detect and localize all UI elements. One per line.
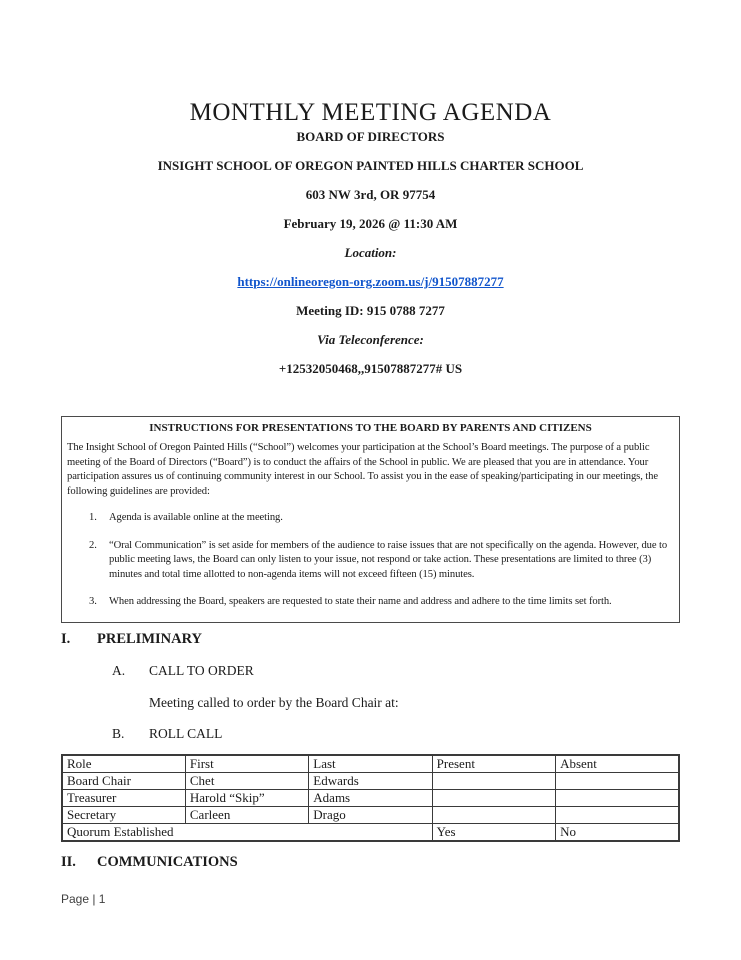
table-cell-present	[432, 772, 555, 789]
table-header-cell: Absent	[556, 755, 679, 773]
instruction-item	[89, 595, 674, 610]
section-numeral: II.	[61, 853, 76, 870]
agenda-item-letter: B.	[112, 725, 125, 741]
zoom-meeting-link[interactable]: https://onlineoregon-org.zoom.us/j/91507887277	[237, 274, 504, 289]
table-cell-role: Secretary	[62, 806, 185, 823]
section-title: PRELIMINARY	[97, 630, 203, 647]
table-cell-absent	[556, 789, 679, 806]
table-cell-last: Adams	[309, 789, 432, 806]
table-cell-first: Carleen	[185, 806, 308, 823]
school-address: 603 NW 3rd, OR 97754	[305, 187, 436, 202]
roll-call-table	[61, 754, 680, 842]
quorum-no-cell: No	[556, 823, 679, 841]
table-cell-last: Drago	[309, 806, 432, 823]
instruction-item-number: 1.	[89, 512, 97, 523]
instruction-item	[89, 539, 674, 583]
call-to-order-note: Meeting called to order by the Board Chair at:	[149, 694, 399, 710]
page-number-footer: Page | 1	[61, 891, 106, 906]
table-cell-role: Board Chair	[62, 772, 185, 789]
agenda-item-call-to-order	[112, 663, 680, 678]
instruction-item-text: Agenda is available online at the meeting.	[109, 512, 283, 523]
table-cell-absent	[556, 772, 679, 789]
table-cell-last: Edwards	[309, 772, 432, 789]
location-label: Location:	[344, 245, 397, 260]
instruction-item	[89, 511, 674, 526]
instruction-item-number: 2.	[89, 539, 97, 551]
agenda-item-title: ROLL CALL	[149, 725, 223, 741]
table-row	[62, 806, 679, 823]
agenda-item-roll-call	[112, 726, 680, 741]
section-heading-preliminary	[61, 631, 680, 647]
instructions-heading: INSTRUCTIONS FOR PRESENTATIONS TO THE BOARD BY PARENTS AND CITIZENS	[149, 422, 592, 434]
teleconference-label: Via Teleconference:	[317, 332, 424, 347]
section-title: COMMUNICATIONS	[97, 853, 238, 870]
quorum-row	[62, 823, 679, 841]
meeting-datetime: February 19, 2026 @ 11:30 AM	[283, 216, 458, 231]
table-header-cell: Last	[309, 755, 432, 773]
table-header-cell: Present	[432, 755, 555, 773]
table-cell-first: Chet	[185, 772, 308, 789]
table-cell-role: Treasurer	[62, 789, 185, 806]
board-of-directors-heading: BOARD OF DIRECTORS	[296, 129, 445, 144]
table-header-cell: First	[185, 755, 308, 773]
instructions-intro: The Insight School of Oregon Painted Hills (“School”) welcomes your participation at the School’s Board meetings. The purpose of a public meeting of the Board of Directors (“Board”) is to conduct the affairs of the School in public. We are pleased that you are in attendance. Your participation assures us of continuing community interest in our School. To assist you in the ease of speaking/participating in our meetings, the following guidelines are provided:	[67, 442, 658, 497]
teleconference-number: +12532050468,,91507887277# US	[278, 361, 463, 376]
table-cell-present	[432, 789, 555, 806]
school-name: INSIGHT SCHOOL OF OREGON PAINTED HILLS CHARTER SCHOOL	[157, 158, 584, 173]
table-cell-present	[432, 806, 555, 823]
table-cell-first: Harold “Skip”	[185, 789, 308, 806]
agenda-item-title: CALL TO ORDER	[149, 662, 254, 678]
table-cell-absent	[556, 806, 679, 823]
instruction-item-text: “Oral Communication” is set aside for members of the audience to raise issues that are not specifically on the agenda. However, due to public meeting laws, the Board can only listen to your issue, not respond or take action. These presentations are limited to three (3) minutes and total time allotted to non-agenda items will not exceed fifteen (15) minutes.	[109, 539, 668, 580]
section-numeral: I.	[61, 630, 71, 647]
document-title: MONTHLY MEETING AGENDA	[189, 99, 552, 126]
quorum-yes-cell: Yes	[432, 823, 555, 841]
meeting-id: Meeting ID: 915 0788 7277	[296, 303, 445, 318]
table-header-cell: Role	[62, 755, 185, 773]
quorum-label-cell: Quorum Established	[62, 823, 432, 841]
table-header-row	[62, 755, 679, 773]
instructions-list	[67, 511, 674, 610]
agenda-item-letter: A.	[112, 662, 126, 678]
section-heading-communications	[61, 854, 680, 870]
instructions-box	[61, 416, 680, 623]
instruction-item-text: When addressing the Board, speakers are requested to state their name and address and adhere to the time limits set forth.	[109, 596, 612, 607]
table-row	[62, 772, 679, 789]
instruction-item-number: 3.	[89, 596, 97, 607]
table-row	[62, 789, 679, 806]
